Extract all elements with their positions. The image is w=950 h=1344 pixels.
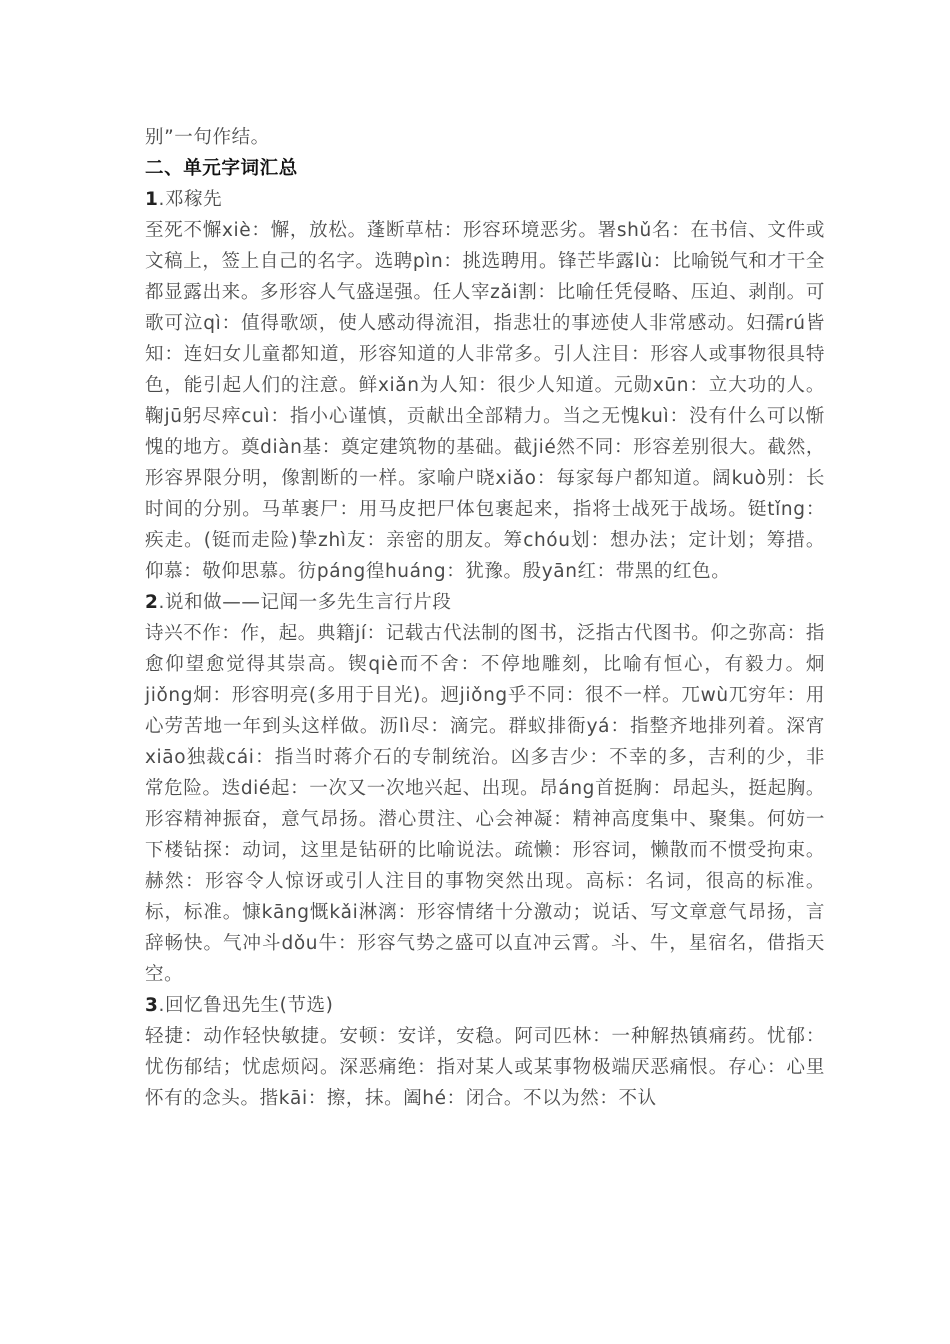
section-heading: 二、单元字词汇总 [145, 158, 298, 179]
subsection-title-2 [145, 587, 825, 618]
vocabulary-paragraph-3: 轻捷：动作轻快敏捷。安顿：安详，安稳。阿司匹林：一种解热镇痛药。忧郁：忧伤郁结；忧虑烦闷。深恶痛绝：指对某人或某事物极端厌恶痛恨。存心：心里怀有的念头。揩kāi：擦，抹。阖hé：闭合。不以为然：不认 [145, 1026, 825, 1109]
document-page [145, 122, 825, 1114]
intro-tail-text: 别”一句作结。 [145, 127, 270, 148]
vocabulary-paragraph-2: 诗兴不作：作，起。典籍jí：记载古代法制的图书，泛指古代图书。仰之弥高：指愈仰望愈觉得其崇高。锲qiè而不舍：不停地雕刻，比喻有恒心，有毅力。炯jiǒng炯：形容明亮(多用于目光)。迥jiǒng乎不同：很不一样。兀wù兀穷年：用心劳苦地一年到头这样做。沥lì尽：滴完。群蚁排衙yá：指整齐地排列着。深宵xiāo独裁cái：指当时蒋介石的专制统治。凶多吉少：不幸的多，吉利的少，非常危险。迭dié起：一次又一次地兴起、出现。昂áng首挺胸：昂起头，挺起胸。形容精神振奋，意气昂扬。潜心贯注、心会神凝：精神高度集中、聚集。何妨一下楼钻探：动词，这里是钻研的比喻说法。疏懒：形容词，懒散而不惯受拘束。赫然：形容令人惊讶或引人注目的事物突然出现。高标：名词，很高的标准。标，标准。慷kāng慨kǎi淋漓：形容情绪十分激动；说话、写文章意气昂扬，言辞畅快。气冲斗dǒu牛：形容气势之盛可以直冲云霄。斗、牛，星宿名，借指天空。 [145, 623, 825, 985]
subsection-title-1 [145, 184, 825, 215]
subsection-title-3 [145, 990, 825, 1021]
vocabulary-paragraph-1: 至死不懈xiè：懈，放松。蓬断草枯：形容环境恶劣。署shǔ名：在书信、文件或文稿上，签上自己的名字。选聘pìn：挑选聘用。锋芒毕露lù：比喻锐气和才干全都显露出来。多形容人气盛逞强。任人宰zǎi割：比喻任凭侵略、压迫、剥削。可歌可泣qì：值得歌颂，使人感动得流泪，指悲壮的事迹使人非常感动。妇孺rú皆知：连妇女儿童都知道，形容知道的人非常多。引人注目：形容人或事物很具特色，能引起人们的注意。鲜xiǎn为人知：很少人知道。元勋xūn：立大功的人。鞠jū躬尽瘁cuì：指小心谨慎，贡献出全部精力。当之无愧kuì：没有什么可以惭愧的地方。奠diàn基：奠定建筑物的基础。截jié然不同：形容差别很大。截然，形容界限分明，像割断的一样。家喻户晓xiǎo：每家每户都知道。阔kuò别：长时间的分别。马革裹尸：用马皮把尸体包裹起来，指将士战死于战场。铤tǐng：疾走。(铤而走险)挚zhì友：亲密的朋友。筹chóu划：想办法；定计划；筹措。仰慕：敬仰思慕。彷páng徨huáng：犹豫。殷yān红：带黑的红色。 [145, 220, 825, 582]
subsection-title-text: .说和做——记闻一多先生言行片段 [158, 592, 452, 613]
subsection-number: 1 [145, 189, 159, 210]
subsection-title-text: .回忆鲁迅先生(节选) [158, 995, 334, 1016]
subsection-number: 3 [145, 995, 159, 1016]
subsection-number: 2 [145, 592, 159, 613]
subsection-title-text: .邓稼先 [158, 189, 223, 210]
